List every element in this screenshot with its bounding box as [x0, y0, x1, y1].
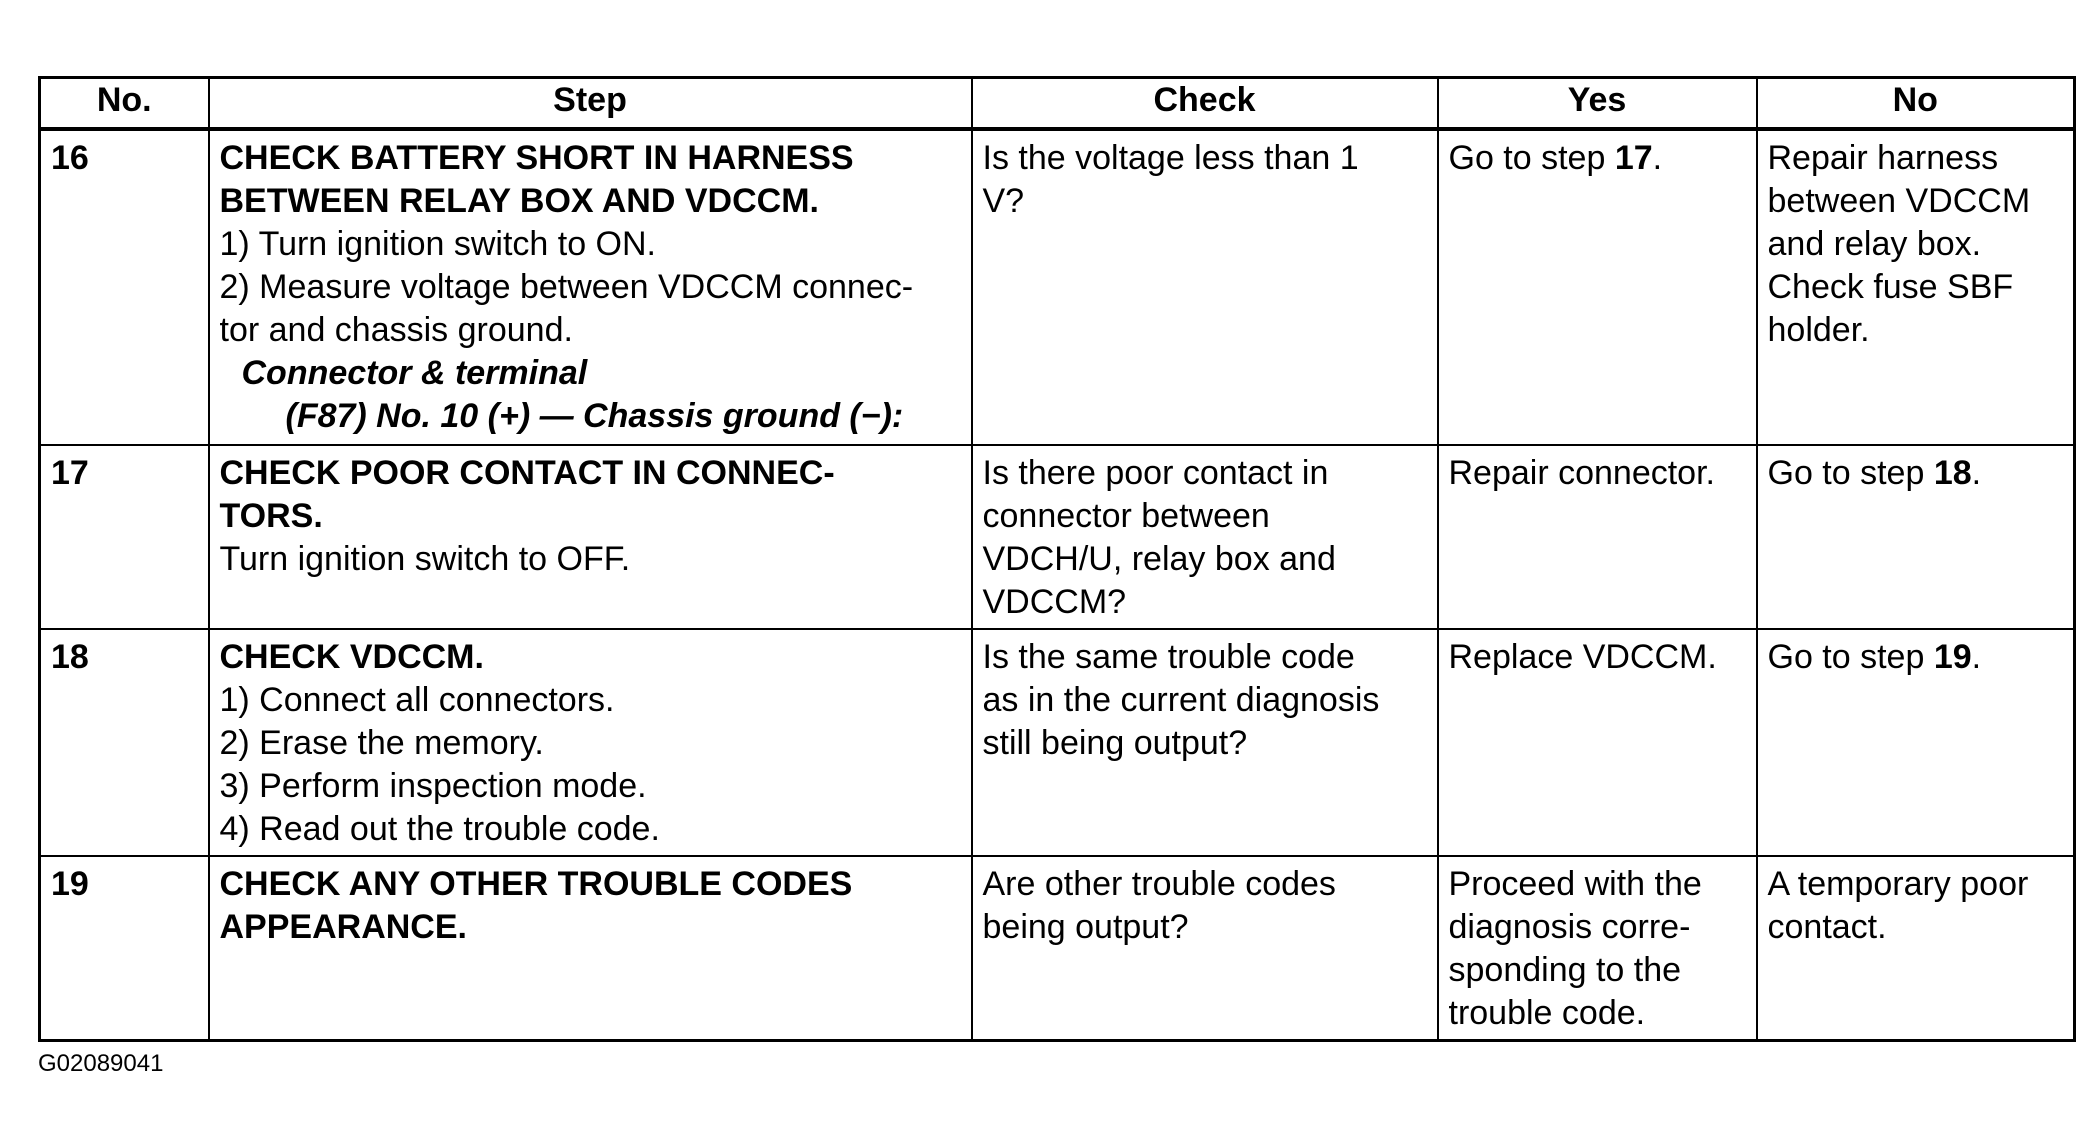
table-row: [40, 445, 2075, 629]
yes-text: Go to step: [1448, 139, 1615, 177]
no-step-ref: 18: [1933, 454, 1972, 492]
step-instruction: tor and chassis ground.: [219, 311, 573, 349]
check-cell: [972, 129, 1438, 445]
yes-cell: [1438, 445, 1757, 629]
no-text: A temporary poor: [1767, 865, 2029, 903]
yes-cell: [1438, 629, 1757, 856]
check-text: Is there poor contact in: [982, 454, 1329, 492]
no-text: holder.: [1767, 311, 1870, 349]
step-cell: [209, 629, 972, 856]
header-no: No.: [40, 78, 209, 130]
no-text: contact.: [1767, 908, 1887, 946]
check-text: connector between: [982, 497, 1270, 535]
check-cell: [972, 629, 1438, 856]
diagnostic-step-table: [38, 76, 2076, 1042]
yes-text: Repair connector.: [1448, 454, 1715, 492]
step-instruction: Turn ignition switch to OFF.: [219, 540, 631, 578]
step-number: 18: [40, 629, 209, 856]
check-text: VDCCM?: [982, 583, 1127, 621]
table-row: [40, 129, 2075, 445]
connector-label: Connector & terminal: [241, 354, 588, 392]
no-step-ref: 19: [1933, 638, 1972, 676]
step-number: 19: [40, 856, 209, 1041]
header-step: Step: [209, 78, 972, 130]
check-text: as in the current diagnosis: [982, 681, 1380, 719]
check-text: Is the same trouble code: [982, 638, 1355, 676]
header-no-result: No: [1757, 78, 2075, 130]
yes-cell: [1438, 129, 1757, 445]
check-text: still being output?: [982, 724, 1248, 762]
no-text: Go to step: [1767, 638, 1934, 676]
step-cell: [209, 129, 972, 445]
no-cell: [1757, 445, 2075, 629]
check-text: Are other trouble codes: [982, 865, 1336, 903]
step-number: 17: [40, 445, 209, 629]
check-cell: [972, 445, 1438, 629]
no-text: Check fuse SBF: [1767, 268, 2014, 306]
no-text: between VDCCM: [1767, 182, 2031, 220]
step-instruction: 1) Connect all connectors.: [219, 681, 615, 719]
step-instruction: 3) Perform inspection mode.: [219, 767, 647, 805]
step-title: CHECK POOR CONTACT IN CONNEC-: [219, 454, 835, 492]
step-title: APPEARANCE.: [219, 908, 467, 946]
yes-text: Proceed with the: [1448, 865, 1702, 903]
yes-text: diagnosis corre-: [1448, 908, 1691, 946]
step-instruction: 4) Read out the trouble code.: [219, 810, 660, 848]
yes-text: trouble code.: [1448, 994, 1646, 1032]
check-text: V?: [982, 182, 1025, 220]
check-text: Is the voltage less than 1: [982, 139, 1359, 177]
no-cell: [1757, 629, 2075, 856]
no-suffix: .: [1971, 638, 1982, 676]
step-cell: [209, 856, 972, 1041]
connector-terminal: (F87) No. 10 (+) — Chassis ground (−):: [285, 397, 904, 435]
table-row: [40, 629, 2075, 856]
step-cell: [209, 445, 972, 629]
yes-step-ref: 17: [1614, 139, 1653, 177]
yes-text: Replace VDCCM.: [1448, 638, 1717, 676]
figure-id: G02089041: [38, 1050, 164, 1077]
no-text: Repair harness: [1767, 139, 1999, 177]
header-check: Check: [972, 78, 1438, 130]
check-text: being output?: [982, 908, 1189, 946]
step-number: 16: [40, 129, 209, 445]
no-cell: [1757, 856, 2075, 1041]
no-text: and relay box.: [1767, 225, 1982, 263]
no-suffix: .: [1971, 454, 1982, 492]
step-instruction: 2) Measure voltage between VDCCM connec-: [219, 268, 914, 306]
yes-text: sponding to the: [1448, 951, 1682, 989]
header-yes: Yes: [1438, 78, 1757, 130]
step-title: TORS.: [219, 497, 323, 535]
no-cell: [1757, 129, 2075, 445]
check-cell: [972, 856, 1438, 1041]
table-row: [40, 856, 2075, 1041]
step-title: BETWEEN RELAY BOX AND VDCCM.: [219, 182, 819, 220]
no-text: Go to step: [1767, 454, 1934, 492]
step-title: CHECK BATTERY SHORT IN HARNESS: [219, 139, 854, 177]
yes-suffix: .: [1652, 139, 1663, 177]
yes-cell: [1438, 856, 1757, 1041]
step-instruction: 2) Erase the memory.: [219, 724, 544, 762]
step-title: CHECK ANY OTHER TROUBLE CODES: [219, 865, 853, 903]
step-title: CHECK VDCCM.: [219, 638, 484, 676]
step-instruction: 1) Turn ignition switch to ON.: [219, 225, 657, 263]
check-text: VDCH/U, relay box and: [982, 540, 1336, 578]
table-header-row: [40, 78, 2075, 130]
